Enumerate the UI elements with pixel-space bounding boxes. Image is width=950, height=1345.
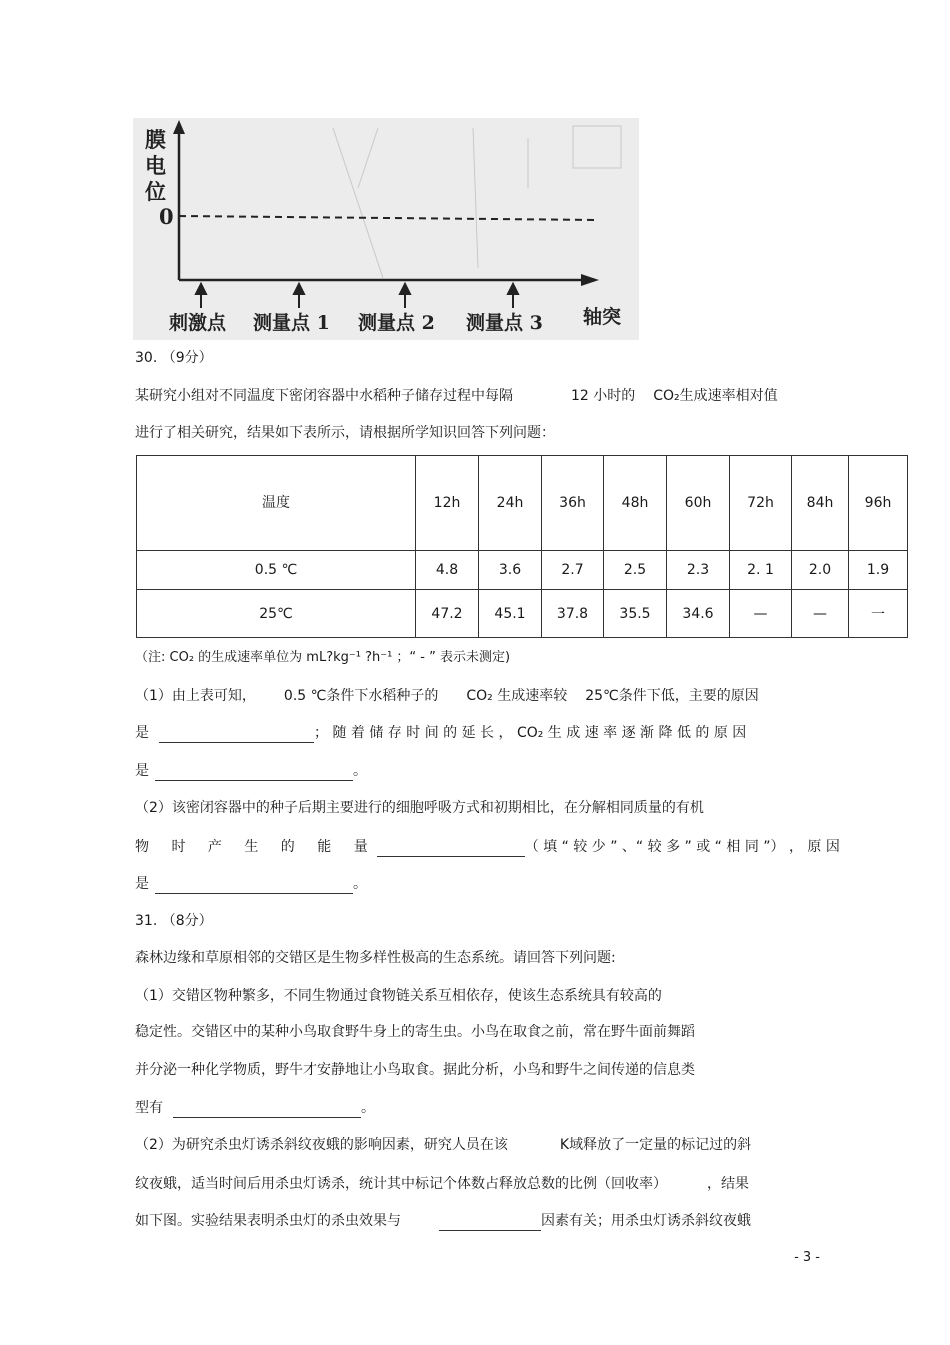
- table-note: （注: CO₂ 的生成速率单位为 mL?kg⁻¹ ?h⁻¹ ；“ - ” 表示未测定): [135, 650, 511, 665]
- header-cell: 12h: [416, 456, 479, 551]
- co2-rate-table: [136, 455, 908, 638]
- q30-intro-c: CO₂生成速率相对值: [653, 388, 778, 404]
- q31-p2-line3: [135, 1211, 751, 1231]
- q30-p1-line3-a: 是: [135, 763, 149, 779]
- y-axis-label-char-3: 位: [145, 179, 166, 204]
- q31-p1-line2: 稳定性。交错区中的某种小鸟取食野牛身上的寄生虫。小鸟在取食之前，常在野牛面前舞蹈: [135, 1024, 695, 1040]
- q31-p1-line1: （1）交错区物种繁多，不同生物通过食物链关系互相依存，使该生态系统具有较高的: [135, 988, 662, 1004]
- table-cell: 35.5: [604, 590, 667, 638]
- table-row: [137, 590, 908, 638]
- q30-intro-line1: [135, 386, 778, 406]
- header-cell: 36h: [542, 456, 604, 551]
- answer-blank-6[interactable]: [439, 1216, 541, 1231]
- zero-label: 0: [159, 204, 174, 229]
- y-axis-label-char-1: 膜: [145, 127, 166, 152]
- header-cell: 24h: [479, 456, 542, 551]
- q30-p1-text-b: 0.5 ℃条件下水稻种子的: [283, 688, 439, 704]
- stimulus-point-label: 刺激点: [169, 312, 227, 334]
- q31-heading: 31. （8分）: [135, 913, 213, 929]
- row-label: 0.5 ℃: [137, 551, 416, 590]
- answer-blank-1[interactable]: [159, 728, 314, 743]
- q30-p2-line3-a: 是: [135, 876, 149, 892]
- q30-p1-line3-b: 。: [353, 763, 367, 779]
- row-label: 25℃: [137, 590, 416, 638]
- q30-p1-text-a: （1）由上表可知，: [135, 688, 256, 704]
- q30-p1-line2-b: ； 随 着 储 存 时 间 的 延 长 ， CO₂ 生 成 速 率 逐 渐 降 低 的 原 因: [314, 725, 747, 741]
- q30-p2-line2-a: 物 时 产 生 的 能 量: [135, 839, 377, 855]
- table-cell: 45.1: [479, 590, 542, 638]
- q30-intro-line2: 进行了相关研究，结果如下表所示，请根据所学知识回答下列问题：: [135, 425, 555, 441]
- q30-p1-line3: [135, 761, 367, 781]
- q30-p2-line1: （2）该密闭容器中的种子后期主要进行的细胞呼吸方式和初期相比，在分解相同质量的有机: [135, 800, 704, 816]
- q30-p1-text-d: 25℃条件下低，主要的原因: [585, 688, 759, 704]
- figure-axes: [133, 118, 639, 340]
- header-cell: 96h: [849, 456, 908, 551]
- measure-point-2-label: 测量点 2: [358, 312, 435, 334]
- y-axis-label-char-2: 电: [145, 153, 166, 178]
- q30-p2-line3-b: 。: [353, 876, 367, 892]
- x-axis-label: 轴突: [583, 306, 622, 328]
- measure-point-3-label: 测量点 3: [466, 312, 543, 334]
- page-number: - 3 -: [794, 1250, 820, 1265]
- table-cell: 37.8: [542, 590, 604, 638]
- q30-heading: 30. （9分）: [135, 350, 213, 366]
- q31-p2-line3-a: 如下图。实验结果表明杀虫灯的杀虫效果与: [135, 1213, 401, 1229]
- header-cell: 84h: [792, 456, 849, 551]
- q31-p2-line2: [135, 1174, 749, 1194]
- q30-p1-line2: [135, 723, 746, 743]
- q30-p2-line3: [135, 874, 367, 894]
- table-cell: 1.9: [849, 551, 908, 590]
- measure-point-1-label: 测量点 1: [253, 312, 330, 334]
- header-cell: 60h: [667, 456, 730, 551]
- answer-blank-3[interactable]: [377, 842, 525, 857]
- table-cell: 2.3: [667, 551, 730, 590]
- table-cell: 34.6: [667, 590, 730, 638]
- table-header-row: [137, 456, 908, 551]
- q30-p2-line2: [135, 837, 840, 857]
- table-cell: 一: [849, 590, 908, 638]
- header-cell: 48h: [604, 456, 667, 551]
- q30-p1-text-c: CO₂ 生成速率较: [466, 688, 568, 704]
- q31-p1-line3: 并分泌一种化学物质，野牛才安静地让小鸟取食。据此分析，小鸟和野牛之间传递的信息类: [135, 1062, 695, 1078]
- membrane-potential-figure: [133, 118, 639, 340]
- q30-p2-line2-b: （ 填 “ 较 少 ” 、“ 较 多 ” 或 “ 相 同 ”） ， 原 因: [524, 839, 840, 855]
- q31-p2-line2-b: ，结果: [707, 1176, 749, 1192]
- q31-p1-line4: [135, 1098, 375, 1118]
- q31-p2-line2-a: 纹夜蛾，适当时间后用杀虫灯诱杀，统计其中标记个体数占释放总数的比例（回收率）: [135, 1176, 667, 1192]
- table-cell: 2. 1: [730, 551, 792, 590]
- header-cell: 72h: [730, 456, 792, 551]
- q30-p1-line2-a: 是: [135, 725, 149, 741]
- q31-p1-line4-a: 型有: [135, 1100, 163, 1116]
- table-cell: 2.0: [792, 551, 849, 590]
- q31-p2-line1-a: （2）为研究杀虫灯诱杀斜纹夜蛾的影响因素，研究人员在该: [135, 1137, 508, 1153]
- header-temperature: 温度: [137, 456, 416, 551]
- q31-p2-line1-b: K域释放了一定量的标记过的斜: [559, 1137, 752, 1153]
- answer-blank-2[interactable]: [155, 766, 353, 781]
- q31-p2-line1: [135, 1135, 751, 1155]
- table-cell: —: [730, 590, 792, 638]
- table-cell: —: [792, 590, 849, 638]
- table-cell: 2.5: [604, 551, 667, 590]
- zero-dashed-line: [179, 216, 598, 220]
- q30-intro-b: 12 小时的: [571, 388, 636, 404]
- q30-p1-line1: [135, 686, 759, 706]
- table-cell: 4.8: [416, 551, 479, 590]
- q31-p2-line3-b: 因素有关；用杀虫灯诱杀斜纹夜蛾: [541, 1213, 751, 1229]
- q31-intro: 森林边缘和草原相邻的交错区是生物多样性极高的生态系统。请回答下列问题:: [135, 950, 616, 966]
- table-row: [137, 551, 908, 590]
- q30-intro-a: 某研究小组对不同温度下密闭容器中水稻种子储存过程中每隔: [135, 388, 513, 404]
- answer-blank-5[interactable]: [173, 1103, 361, 1118]
- table-cell: 2.7: [542, 551, 604, 590]
- q31-p1-line4-b: 。: [361, 1100, 375, 1116]
- table-cell: 3.6: [479, 551, 542, 590]
- answer-blank-4[interactable]: [155, 879, 353, 894]
- table-cell: 47.2: [416, 590, 479, 638]
